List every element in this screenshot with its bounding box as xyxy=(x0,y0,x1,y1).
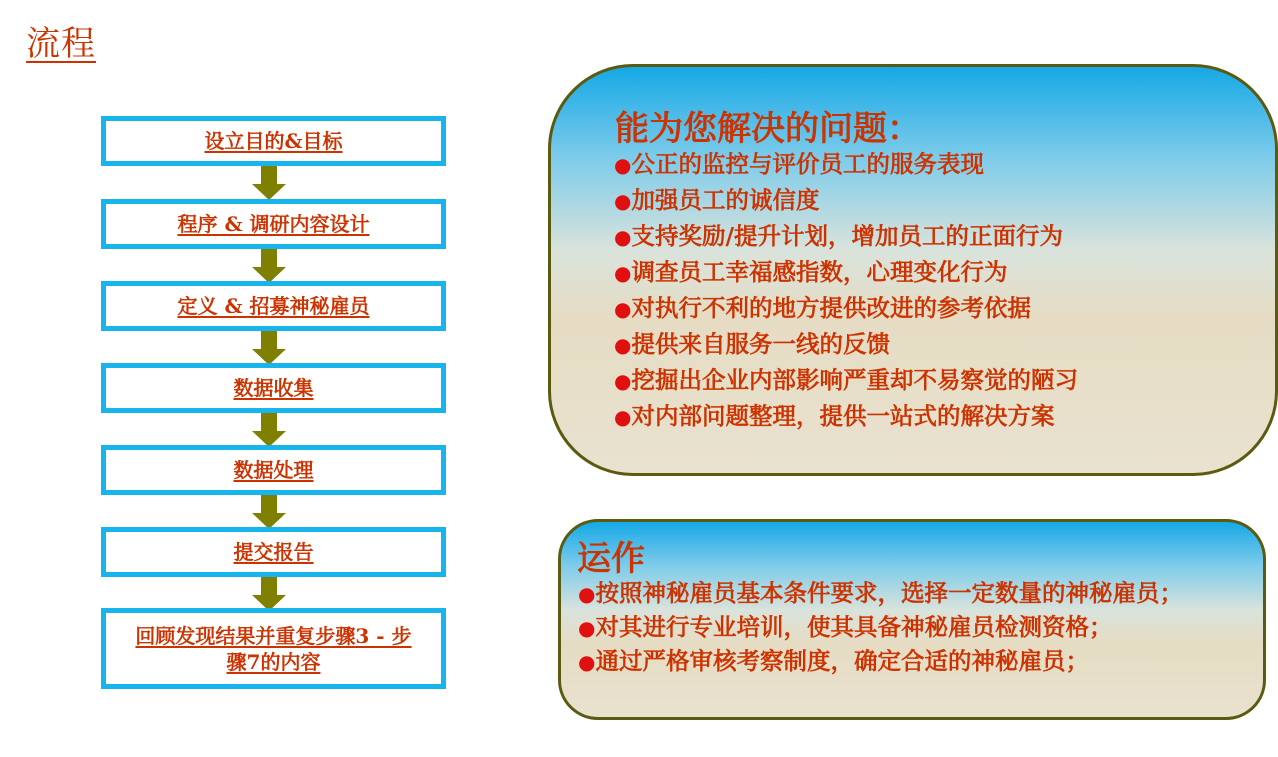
problems-list xyxy=(614,147,1154,435)
bullet-dot-icon: ● xyxy=(614,369,632,393)
flow-step-4 xyxy=(101,363,446,413)
bullet-dot-icon: ● xyxy=(578,582,596,606)
bullet-dot-icon: ● xyxy=(578,650,596,674)
flow-step-label: 回顾发现结果并重复步骤3 - 步骤7的内容 xyxy=(135,623,412,674)
flow-step-5 xyxy=(101,445,446,495)
flow-arrow-down-icon xyxy=(252,495,286,529)
bullet-dot-icon: ● xyxy=(614,333,632,357)
flow-step-label: 数据收集 xyxy=(233,376,314,400)
page-title: 流程 xyxy=(26,24,96,64)
flow-step-3 xyxy=(101,281,446,331)
operations-panel xyxy=(558,519,1266,720)
list-item: ●对内部问题整理，提供一站式的解决方案 xyxy=(614,402,1055,430)
flow-step-2 xyxy=(101,199,446,249)
operations-list xyxy=(578,577,1248,679)
list-item: ●挖掘出企业内部影响严重却不易察觉的陋习 xyxy=(614,366,1078,394)
bullet-dot-icon: ● xyxy=(614,225,632,249)
flow-step-label: 设立目的&目标 xyxy=(204,129,343,153)
list-item: ●公正的监控与评价员工的服务表现 xyxy=(614,150,984,178)
bullet-dot-icon: ● xyxy=(614,189,632,213)
problems-panel xyxy=(548,64,1278,476)
flow-step-label: 定义 & 招募神秘雇员 xyxy=(177,294,370,318)
bullet-dot-icon: ● xyxy=(614,405,632,429)
flow-step-label: 提交报告 xyxy=(233,540,314,564)
list-item: ●对其进行专业培训，使其具备神秘雇员检测资格； xyxy=(578,613,1113,641)
flow-arrow-down-icon xyxy=(252,249,286,283)
list-item: ●对执行不利的地方提供改进的参考依据 xyxy=(614,294,1031,322)
flow-step-label: 数据处理 xyxy=(233,458,314,482)
bullet-dot-icon: ● xyxy=(614,261,632,285)
flow-step-7 xyxy=(101,608,446,689)
list-item: ●加强员工的诚信度 xyxy=(614,186,820,214)
flow-step-label: 程序 & 调研内容设计 xyxy=(177,212,370,236)
bullet-dot-icon: ● xyxy=(614,297,632,321)
bullet-dot-icon: ● xyxy=(614,153,632,177)
flow-arrow-down-icon xyxy=(252,577,286,611)
problems-heading: 能为您解决的问题： xyxy=(615,109,921,149)
list-item: ●支持奖励/提升计划，增加员工的正面行为 xyxy=(614,222,1064,250)
operations-heading: 运作 xyxy=(577,539,645,579)
flow-arrow-down-icon xyxy=(252,166,286,200)
flow-arrow-down-icon xyxy=(252,331,286,365)
list-item: ●通过严格审核考察制度，确定合适的神秘雇员； xyxy=(578,647,1089,675)
list-item: ●调查员工幸福感指数，心理变化行为 xyxy=(614,258,1008,286)
flow-step-1 xyxy=(101,116,446,166)
flow-step-6 xyxy=(101,527,446,577)
bullet-dot-icon: ● xyxy=(578,616,596,640)
flow-arrow-down-icon xyxy=(252,413,286,447)
list-item: ●按照神秘雇员基本条件要求，选择一定数量的神秘雇员； xyxy=(578,579,1183,607)
list-item: ●提供来自服务一线的反馈 xyxy=(614,330,890,358)
